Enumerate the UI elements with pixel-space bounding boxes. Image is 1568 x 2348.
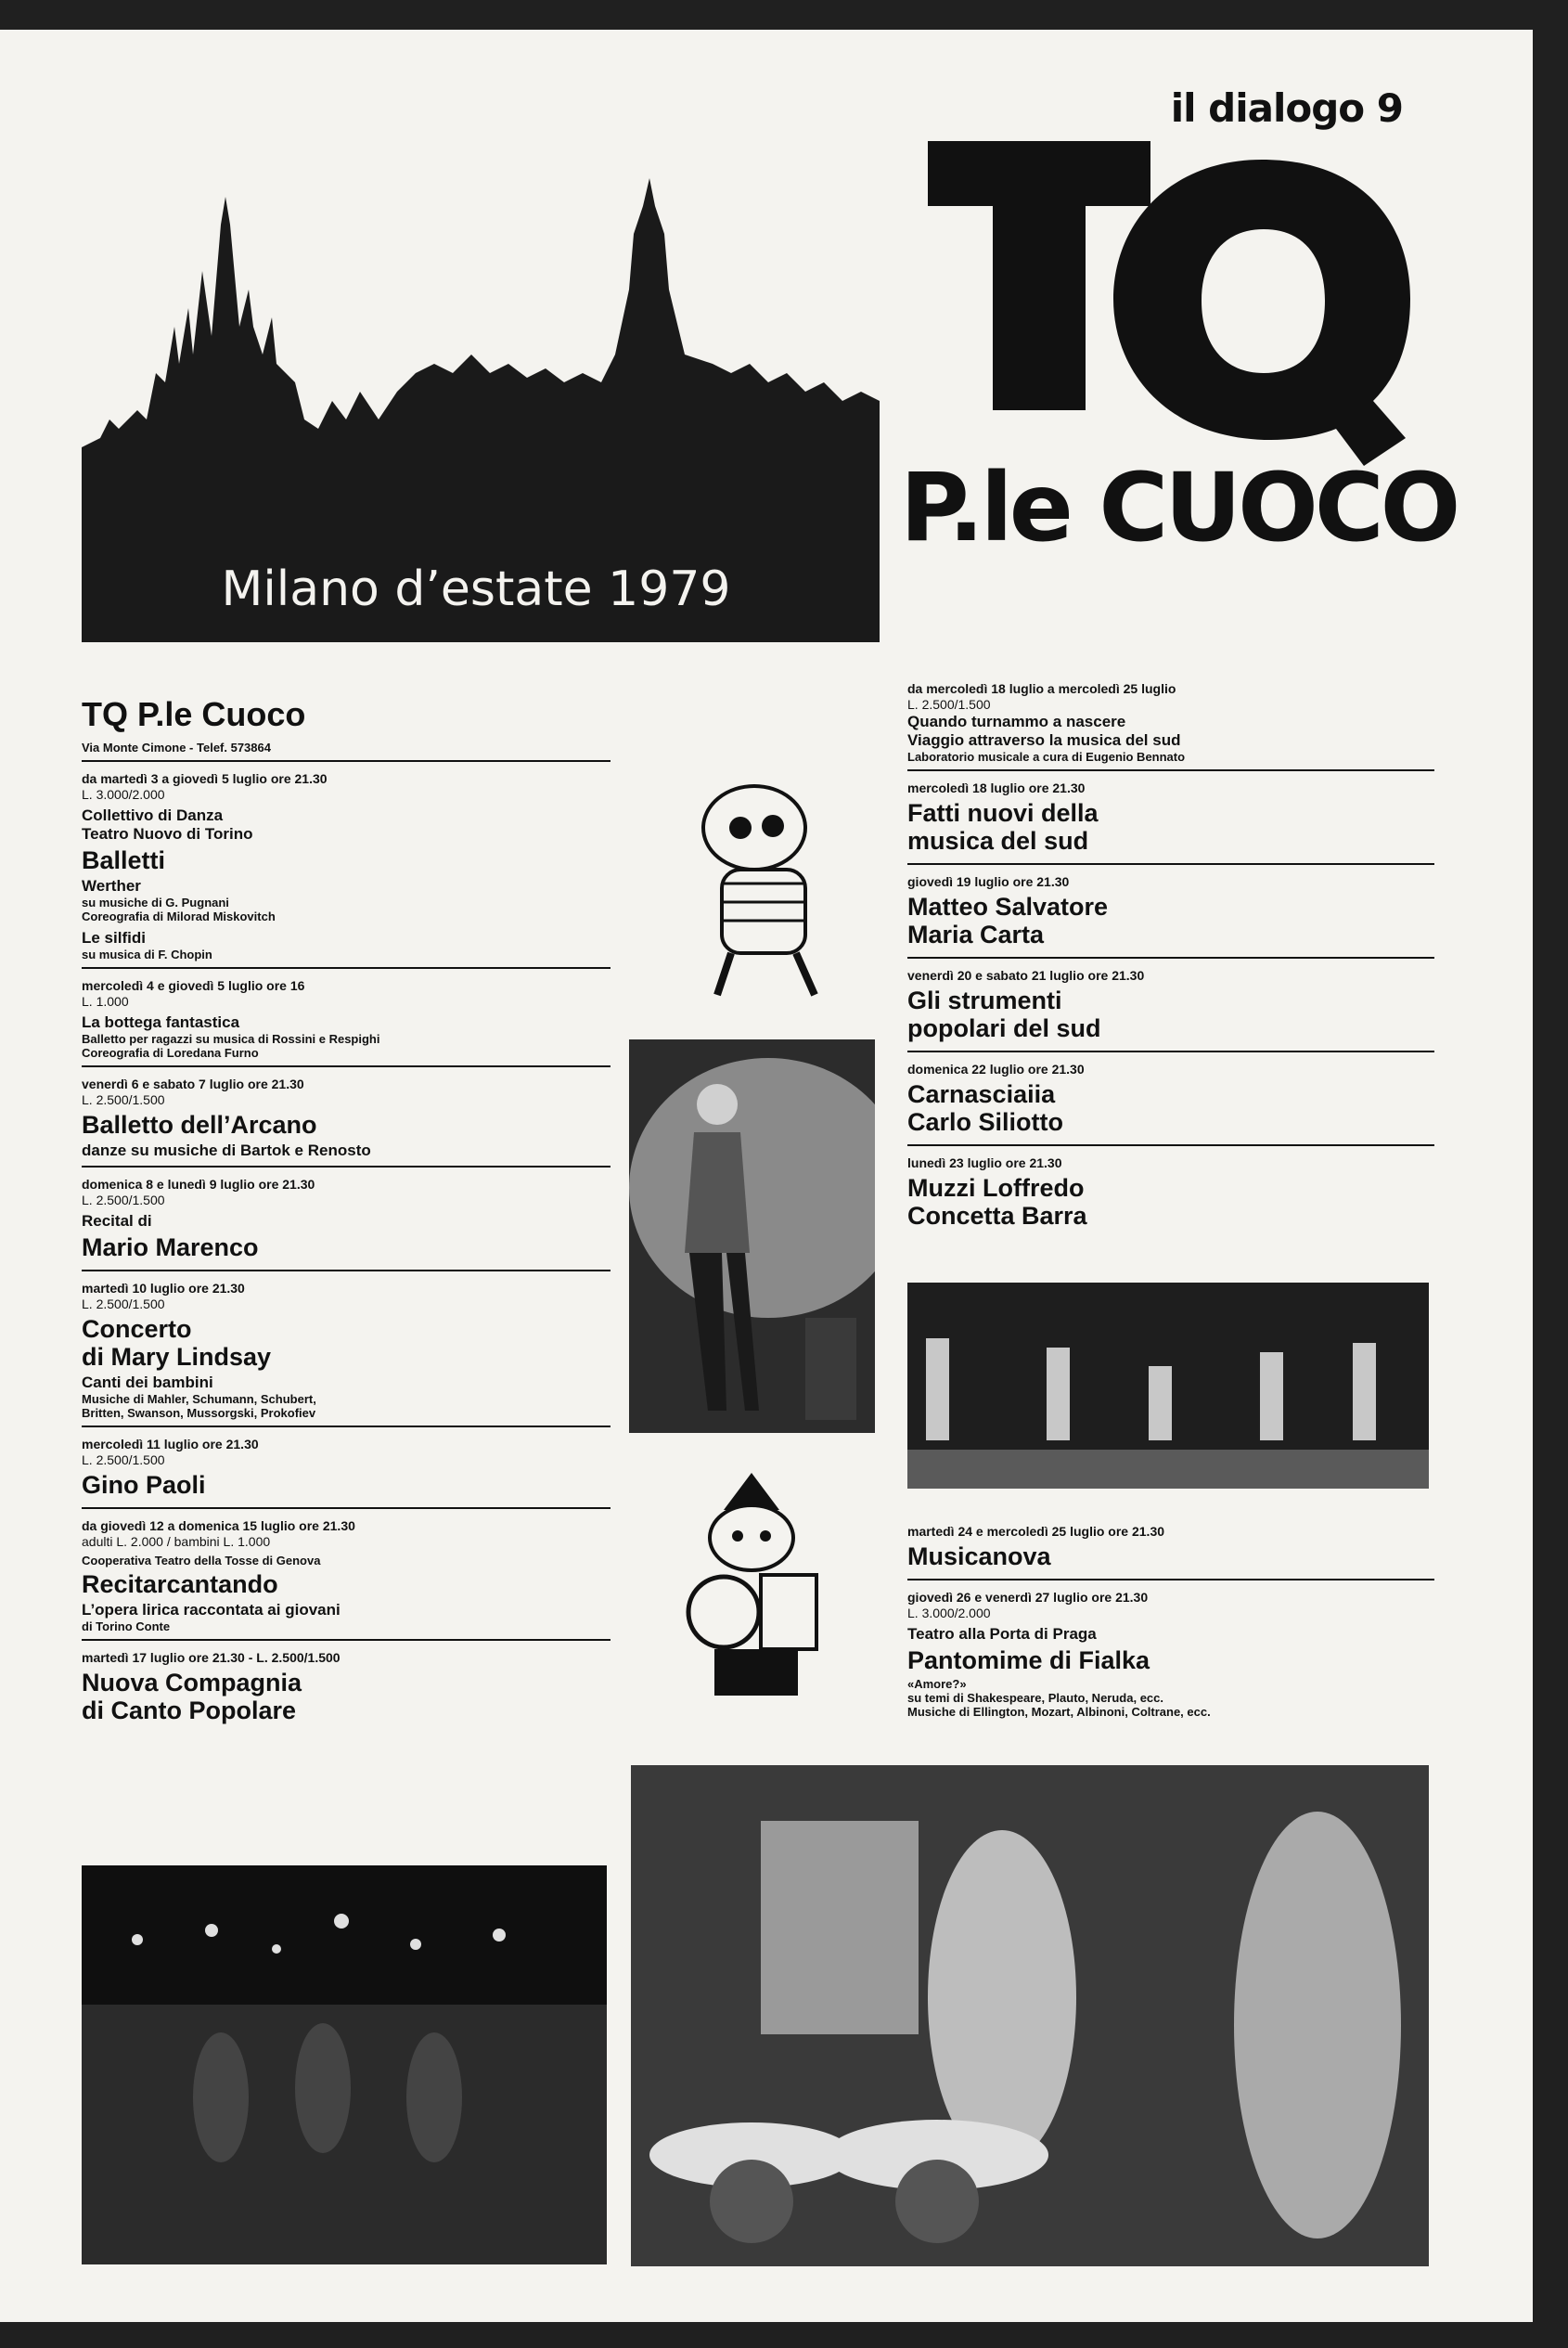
event-title: Nuova Compagnia [82, 1669, 302, 1696]
event-title: Quando turnammo a nascere [907, 713, 1126, 730]
event-price: L. 3.000/2.000 [907, 1606, 991, 1620]
singer-photo [629, 1039, 875, 1433]
event-company: Cooperativa Teatro della Tosse di Genova [82, 1554, 321, 1567]
event-date: martedì 24 e mercoledì 25 luglio ore 21.30 [907, 1524, 1165, 1539]
event-detail: Laboratorio musicale a cura di Eugenio Bennato [907, 750, 1186, 764]
event-date: da martedì 3 a giovedì 5 luglio ore 21.30 [82, 771, 328, 786]
event-carnasciaiia [907, 1062, 1434, 1146]
event-date: venerdì 6 e sabato 7 luglio ore 21.30 [82, 1077, 304, 1091]
event-quando-turnammo [907, 681, 1434, 771]
event-sub: Canti dei bambini [82, 1374, 213, 1391]
event-title: Matteo Salvatore [907, 893, 1109, 921]
event-price: L. 2.500/1.500 [82, 1452, 165, 1467]
event-arcano [82, 1077, 610, 1168]
venue-address: Via Monte Cimone - Telef. 573864 [82, 741, 271, 755]
event-detail: Musiche di Ellington, Mozart, Albinoni, Coltrane, ecc. [907, 1705, 1211, 1719]
work-title: Werther [82, 877, 141, 895]
event-date: martedì 17 luglio ore 21.30 - L. 2.500/1.500 [82, 1650, 341, 1665]
event-sub: Collettivo di Danza [82, 806, 224, 824]
event-loffredo-barra [907, 1155, 1434, 1230]
event-title: Pantomime di Fialka [907, 1646, 1150, 1674]
event-title: Concetta Barra [907, 1202, 1087, 1230]
event-sub: L’opera lirica raccontata ai giovani [82, 1601, 341, 1619]
event-title: Muzzi Loffredo [907, 1174, 1085, 1202]
event-nccp [82, 1650, 610, 1724]
event-date: domenica 22 luglio ore 21.30 [907, 1062, 1085, 1077]
event-title: Carnasciaiia [907, 1080, 1056, 1108]
event-marenco [82, 1177, 610, 1271]
clown-accordion-illustration [666, 763, 870, 1004]
event-detail: su temi di Shakespeare, Plauto, Neruda, ecc. [907, 1691, 1163, 1705]
event-sub: danze su musiche di Bartok e Renosto [82, 1142, 371, 1159]
event-price: L. 1.000 [82, 994, 129, 1009]
right-column-lower [907, 1524, 1434, 1719]
event-fatti-nuovi [907, 781, 1434, 865]
event-musicanova [907, 1524, 1434, 1580]
event-title: Concerto [82, 1315, 192, 1343]
event-title: Gino Paoli [82, 1471, 206, 1499]
event-title: musica del sud [907, 827, 1089, 855]
work-title: Le silfidi [82, 929, 146, 947]
event-paoli [82, 1437, 610, 1509]
event-date: giovedì 26 e venerdì 27 luglio ore 21.30 [907, 1590, 1149, 1605]
event-price: L. 2.500/1.500 [82, 1092, 165, 1107]
event-date: mercoledì 11 luglio ore 21.30 [82, 1437, 259, 1451]
event-title: Mario Marenco [82, 1233, 259, 1261]
event-detail: Coreografia di Loredana Furno [82, 1046, 259, 1060]
event-bottega [82, 978, 610, 1067]
work-detail: su musiche di G. Pugnani [82, 896, 229, 910]
event-recitarcantando [82, 1518, 610, 1641]
venue-name: TQ P.le Cuoco [82, 695, 306, 733]
event-date: lunedì 23 luglio ore 21.30 [907, 1155, 1062, 1170]
event-title: Gli strumenti [907, 987, 1062, 1014]
event-balletti [82, 771, 610, 969]
event-date: giovedì 19 luglio ore 21.30 [907, 874, 1070, 889]
clown-banjo-illustration [659, 1473, 844, 1705]
event-title: popolari del sud [907, 1014, 1101, 1042]
event-date: da giovedì 12 a domenica 15 luglio ore 21.30 [82, 1518, 355, 1533]
left-column [82, 696, 610, 1727]
event-title: Fatti nuovi della [907, 799, 1099, 827]
newspaper-page [0, 30, 1533, 2322]
work-detail: Coreografia di Milorad Miskovitch [82, 910, 276, 923]
masthead: il dialogo 9 [1170, 85, 1403, 131]
event-date: martedì 10 luglio ore 21.30 [82, 1281, 245, 1296]
event-title: di Mary Lindsay [82, 1343, 272, 1371]
event-date: da mercoledì 18 luglio a mercoledì 25 luglio [907, 681, 1176, 696]
event-price: L. 2.500/1.500 [907, 697, 991, 712]
theatre-photo [631, 1765, 1429, 2266]
event-price: L. 2.500/1.500 [82, 1297, 165, 1311]
event-salvatore-carta [907, 874, 1434, 959]
event-title: La bottega fantastica [82, 1013, 240, 1031]
event-title: Recitarcantando [82, 1570, 278, 1598]
event-fialka [907, 1590, 1434, 1719]
milan-skyline-illustration [82, 141, 880, 642]
band-photo [907, 1283, 1429, 1489]
event-title: Maria Carta [907, 921, 1045, 948]
event-sub: Teatro Nuovo di Torino [82, 825, 253, 843]
event-title: Musicanova [907, 1542, 1051, 1570]
event-price: L. 2.500/1.500 [82, 1193, 165, 1207]
skyline-title: Milano d’estate 1979 [221, 561, 731, 617]
event-detail: di Torino Conte [82, 1619, 171, 1633]
venue-block [82, 696, 610, 762]
work-detail: su musica di F. Chopin [82, 948, 212, 961]
event-title: Carlo Siliotto [907, 1108, 1063, 1136]
event-company: Teatro alla Porta di Praga [907, 1625, 1097, 1643]
right-column [907, 681, 1434, 1232]
event-title: Balletti [82, 846, 166, 874]
tq-logo [928, 141, 1420, 475]
event-title: di Canto Popolare [82, 1696, 297, 1724]
event-detail: Musiche di Mahler, Schumann, Schubert, [82, 1392, 316, 1406]
event-strumenti [907, 968, 1434, 1052]
night-concert-photo [82, 1865, 607, 2264]
event-detail: Balletto per ragazzi su musica di Rossini e Respighi [82, 1032, 380, 1046]
event-sub: Viaggio attraverso la musica del sud [907, 731, 1181, 749]
event-title: Balletto dell’Arcano [82, 1111, 317, 1139]
event-price: adulti L. 2.000 / bambini L. 1.000 [82, 1534, 271, 1549]
event-date: mercoledì 18 luglio ore 21.30 [907, 781, 1086, 795]
event-date: domenica 8 e lunedì 9 luglio ore 21.30 [82, 1177, 315, 1192]
event-date: mercoledì 4 e giovedì 5 luglio ore 16 [82, 978, 305, 993]
event-detail: Britten, Swanson, Mussorgski, Prokofiev [82, 1406, 316, 1420]
event-date: venerdì 20 e sabato 21 luglio ore 21.30 [907, 968, 1145, 983]
logo-subtitle: P.le CUOCO [900, 453, 1458, 563]
event-sub: Recital di [82, 1212, 152, 1230]
event-price: L. 3.000/2.000 [82, 787, 165, 802]
event-detail: «Amore?» [907, 1677, 967, 1691]
event-lindsay [82, 1281, 610, 1427]
